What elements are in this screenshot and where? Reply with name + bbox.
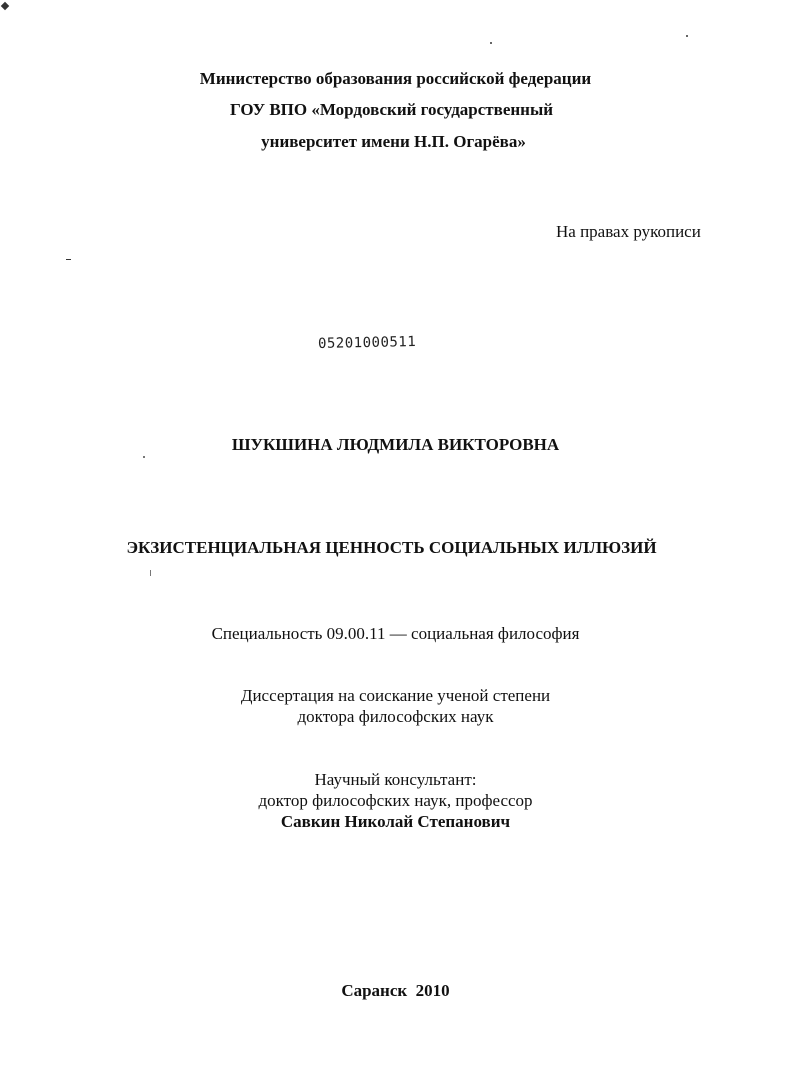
author-name: ШУКШИНА ЛЮДМИЛА ВИКТОРОВНА [231,435,560,454]
scan-speck [490,42,492,44]
university-name-line-1: ГОУ ВПО «Мордовский государственный [229,100,554,119]
scan-speck [150,570,151,576]
manuscript-note: На правах рукописи [556,222,701,241]
consultant-degree: доктор философских наук, профессор [258,791,533,810]
scan-speck [143,456,145,458]
scan-speck [66,259,71,260]
degree-line-1: Диссертация на соискание ученой степени [240,686,551,705]
scan-corner-mark [1,2,9,10]
ministry-name: Министерство образования российской федерации [199,69,592,88]
specialty: Специальность 09.00.11 — социальная философия [211,624,580,643]
scan-speck [686,35,688,37]
degree-line-2: доктора философских наук [297,707,494,726]
university-name-line-2: университет имени Н.П. Огарёва» [261,132,526,151]
registration-code: 05201000511 [317,333,417,352]
consultant-name: Савкин Николай Степанович [280,812,511,831]
consultant-label: Научный консультант: [314,770,477,789]
dissertation-title: ЭКЗИСТЕНЦИАЛЬНАЯ ЦЕННОСТЬ СОЦИАЛЬНЫХ ИЛЛЮЗИЙ [126,538,657,557]
city-year: Саранск 2010 [341,981,450,1000]
